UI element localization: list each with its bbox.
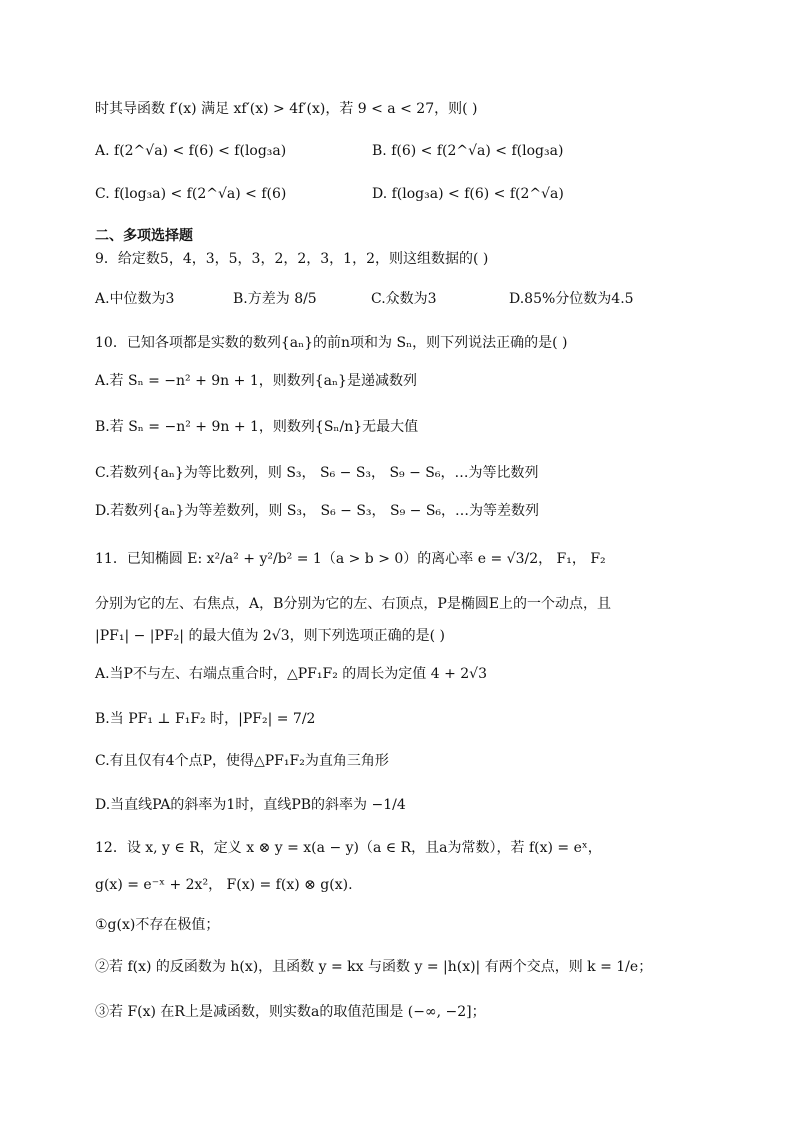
q11-stem-line-1: 11．已知椭圆 E: x²/a² + y²/b² = 1（a > b > 0）的离心率 e = √3/2， F₁， F₂ xyxy=(95,551,606,567)
q11-stem-line-2: 分别为它的左、右焦点，A，B分别为它的左、右顶点，P是椭圆E上的一个动点，且 xyxy=(95,596,612,612)
q8-tail: 时其导函数 f′(x) 满足 xf′(x) > 4f′(x)，若 9 < a < 27，则( ) xyxy=(95,101,478,117)
q10-option-a: A.若 Sₙ = −n² + 9n + 1，则数列{aₙ}是递减数列 xyxy=(95,373,417,389)
section-title: 二、多项选择题 xyxy=(95,228,193,244)
q12-stem-line-1: 12．设 x, y ∈ R，定义 x ⊗ y = x(a − y)（a ∈ R，且a为常数），若 f(x) = eˣ， xyxy=(95,840,602,856)
q10-option-b: B.若 Sₙ = −n² + 9n + 1，则数列{Sₙ/n}无最大值 xyxy=(95,419,419,435)
q10-option-c: C.若数列{aₙ}为等比数列，则 S₃， S₆ − S₃， S₉ − S₆，…为等比数列 xyxy=(95,465,539,481)
q8-option-c: C. f(log₃a) < f(2^√a) < f(6) xyxy=(95,186,287,202)
q9-option-c: C.众数为3 xyxy=(371,291,437,307)
q11-option-b: B.当 PF₁ ⊥ F₁F₂ 时，|PF₂| = 7/2 xyxy=(95,711,316,727)
q11-option-c: C.有且仅有4个点P，使得△PF₁F₂为直角三角形 xyxy=(95,753,389,769)
q9-stem: 9．给定数5，4，3，5，3，2，2，3，1，2，则这组数据的( ) xyxy=(95,251,489,267)
q11-stem-line-3: |PF₁| − |PF₂| 的最大值为 2√3，则下列选项正确的是( ) xyxy=(95,628,445,644)
q12-stem-line-2: g(x) = e⁻ˣ + 2x²， F(x) = f(x) ⊗ g(x). xyxy=(95,877,353,893)
q8-option-b: B. f(6) < f(2^√a) < f(log₃a) xyxy=(372,143,564,159)
q10-option-d: D.若数列{aₙ}为等差数列，则 S₃， S₆ − S₃， S₉ − S₆，…为等差数列 xyxy=(95,503,540,519)
q9-option-b: B.方差为 8/5 xyxy=(233,291,317,307)
q9-option-d: D.85%分位数为4.5 xyxy=(509,291,634,307)
q8-option-d: D. f(log₃a) < f(6) < f(2^√a) xyxy=(372,186,564,202)
q10-stem: 10．已知各项都是实数的数列{aₙ}的前n项和为 Sₙ，则下列说法正确的是( ) xyxy=(95,335,568,351)
q12-statement-2: ②若 f(x) 的反函数为 h(x)，且函数 y = kx 与函数 y = |h(x)| 有两个交点，则 k = 1/e； xyxy=(95,959,653,975)
q9-option-a: A.中位数为3 xyxy=(95,291,175,307)
q8-option-a: A. f(2^√a) < f(6) < f(log₃a) xyxy=(95,143,287,159)
q11-option-a: A.当P不与左、右端点重合时，△PF₁F₂ 的周长为定值 4 + 2√3 xyxy=(95,666,487,682)
q12-statement-1: ①g(x)不存在极值； xyxy=(95,917,220,933)
q12-statement-3: ③若 F(x) 在R上是减函数，则实数a的取值范围是 (−∞, −2]； xyxy=(95,1004,486,1020)
q11-option-d: D.当直线PA的斜率为1时，直线PB的斜率为 −1/4 xyxy=(95,797,406,813)
